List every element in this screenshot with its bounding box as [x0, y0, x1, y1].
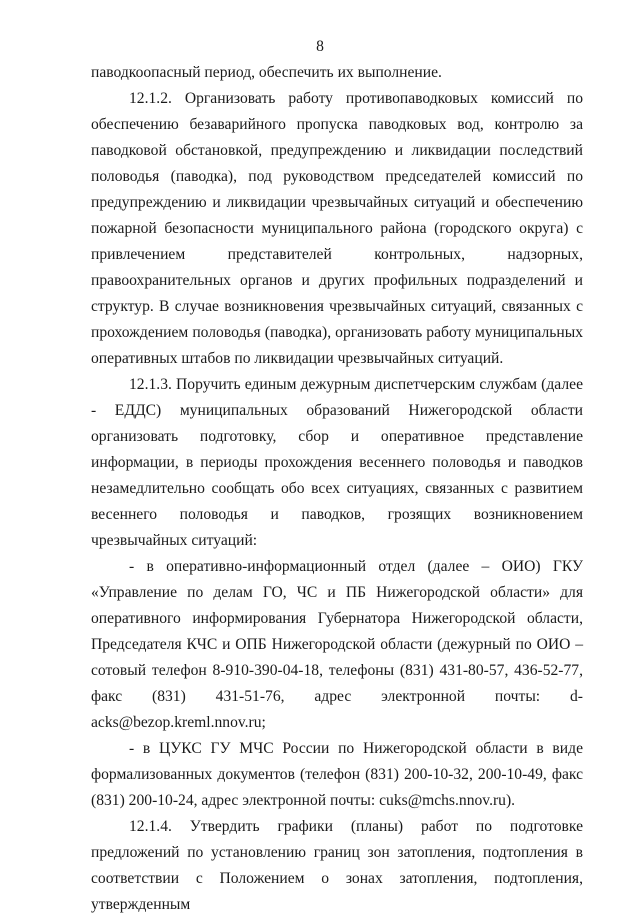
document-body: [91, 60, 583, 918]
paragraph-12-1-4: 12.1.4. Утвердить графики (планы) работ по подготовке предложений по установлению границ зон затопления, подтопления в соответствии с Положением о зонах затопления, подтопления, утвержденным: [91, 818, 583, 913]
paragraph-12-1-2: 12.1.2. Организовать работу противопаводковых комиссий по обеспечению безаварийного пропуска паводковых вод, контролю за паводковой обстановкой, предупреждению и ликвидации последствий половодья (паводка), под руководством председателей комиссий по предупреждению и ликвидации чрезвычайных ситуаций и обеспечению пожарной безопасности муниципального района (городского округа) с привлечением представителей контрольных, надзорных, правоохранительных органов и других профильных подразделений и структур. В случае возникновения чрезвычайных ситуаций, связанных с прохождением половодья (паводка), организовать работу муниципальных оперативных штабов по ликвидации чрезвычайных ситуаций.: [91, 90, 583, 367]
paragraph-cuks-item: - в ЦУКС ГУ МЧС России по Нижегородской области в виде формализованных документов (телефон (831) 200-10-32, 200-10-49, факс (831) 200-10-24, адрес электронной почты: cuks@mchs.nnov.ru).: [91, 740, 583, 809]
paragraph-oio-item: - в оперативно-информационный отдел (далее – ОИО) ГКУ «Управление по делам ГО, ЧС и ПБ Нижегородской области» для оперативного информирования Губернатора Нижегородской области, Председателя КЧС и ОПБ Нижегородской области (дежурный по ОИО – сотовый телефон 8-910-390-04-18, телефоны (831) 431-80-57, 436-52-77, факс (831) 431-51-76, адрес электронной почты: d-acks@bezop.kreml.nnov.ru;: [91, 558, 583, 731]
paragraph-12-1-3: 12.1.3. Поручить единым дежурным диспетчерским службам (далее - ЕДДС) муниципальных образований Нижегородской области организовать подготовку, сбор и оперативное представление информации, в периоды прохождения весеннего половодья и паводков незамедлительно сообщать обо всех ситуациях, связанных с развитием весеннего половодья и паводков, грозящих возникновением чрезвычайных ситуаций:: [91, 376, 583, 549]
page-number: 8: [316, 38, 324, 55]
paragraph-continuation: паводкоопасный период, обеспечить их выполнение.: [91, 64, 442, 81]
